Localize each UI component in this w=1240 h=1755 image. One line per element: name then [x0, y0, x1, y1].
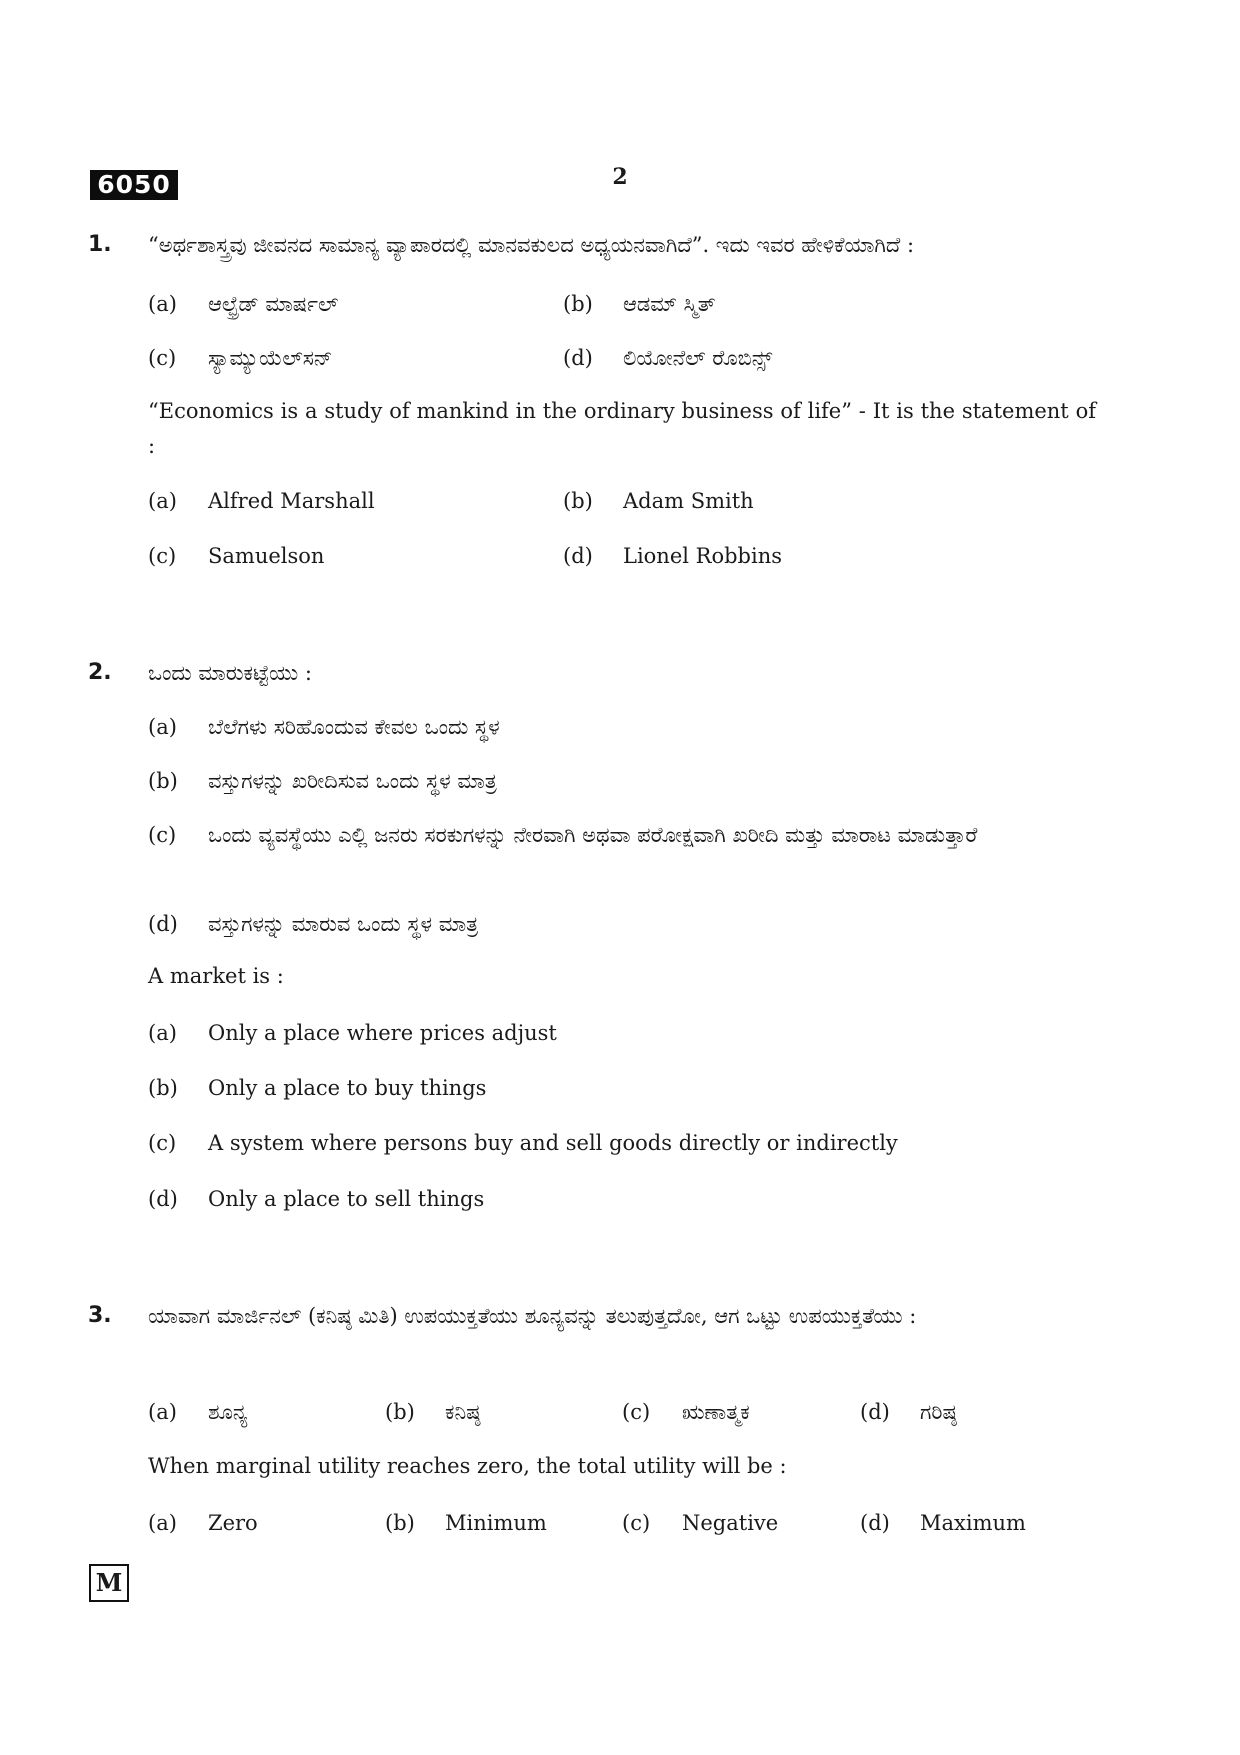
option-en-d	[148, 1183, 484, 1215]
option-text: ಶೂನ್ಯ	[208, 1400, 248, 1424]
option-text: Alfred Marshall	[208, 489, 375, 513]
option-en-c	[148, 540, 324, 572]
option-label: (d)	[860, 1511, 890, 1535]
question-stem-kannada: “ಅರ್ಥಶಾಸ್ತ್ರವು ಜೀವನದ ಸಾಮಾನ್ಯ ವ್ಯಾಪಾರದಲ್ಲಿ ಮಾನವಕುಲದ ಅಧ್ಯಯನವಾಗಿದೆ”. ಇದು ಇವರ ಹೇಳಿಕೆಯಾಗಿದೆ :	[148, 233, 915, 257]
option-label: (a)	[148, 292, 177, 316]
option-text: ಆಲ್ಫ್ರೆಡ್ ಮಾರ್ಷಲ್	[208, 292, 339, 316]
question-stem-kannada: ಯಾವಾಗ ಮಾರ್ಜಿನಲ್ (ಕನಿಷ್ಠ ಮಿತಿ) ಉಪಯುಕ್ತತೆಯು ಶೂನ್ಯವನ್ನು ತಲುಪುತ್ತದೋ, ಆಗ ಒಟ್ಟು ಉಪಯುಕ್ತತೆಯು :	[148, 1304, 917, 1328]
option-text: ಋಣಾತ್ಮಕ	[682, 1400, 750, 1424]
option-en-b	[563, 485, 754, 517]
option-label: (c)	[622, 1400, 651, 1424]
option-en-a	[148, 1017, 557, 1049]
question-stem-kannada: ಒಂದು ಮಾರುಕಟ್ಟೆಯು :	[148, 661, 312, 685]
option-label: (c)	[148, 823, 177, 847]
option-label: (d)	[563, 544, 593, 568]
option-kn-d	[148, 908, 478, 940]
option-kn-a	[148, 1396, 247, 1428]
option-label: (a)	[148, 1511, 177, 1535]
question-stem-english: A market is :	[148, 964, 284, 988]
option-label: (b)	[148, 769, 178, 793]
option-text: ವಸ್ತುಗಳನ್ನು ಖರೀದಿಸುವ ಒಂದು ಸ್ಥಳ ಮಾತ್ರ	[208, 769, 497, 793]
option-label: (b)	[385, 1400, 415, 1424]
question-number: 1.	[88, 232, 112, 257]
option-text: Maximum	[920, 1511, 1026, 1535]
option-en-c	[148, 1127, 898, 1159]
option-text: ವಸ್ತುಗಳನ್ನು ಮಾರುವ ಒಂದು ಸ್ಥಳ ಮಾತ್ರ	[208, 912, 479, 936]
option-label: (d)	[148, 912, 178, 936]
option-label: (d)	[860, 1400, 890, 1424]
option-text: Minimum	[445, 1511, 547, 1535]
option-en-c	[622, 1507, 778, 1539]
option-kn-d	[860, 1396, 957, 1428]
option-label: (c)	[148, 1131, 177, 1155]
option-en-b	[385, 1507, 547, 1539]
option-label: (a)	[148, 715, 177, 739]
option-kn-b	[563, 288, 716, 320]
option-text: Lionel Robbins	[623, 544, 783, 568]
option-en-a	[148, 1507, 258, 1539]
option-label: (b)	[563, 489, 593, 513]
option-text: Adam Smith	[623, 489, 754, 513]
option-en-d	[860, 1507, 1026, 1539]
option-text: A system where persons buy and sell goods directly or indirectly	[208, 1131, 898, 1155]
option-en-a	[148, 485, 375, 517]
option-text: ಸ್ಯಾಮ್ಯುಯೆಲ್‌ಸನ್	[208, 346, 333, 370]
option-label: (c)	[148, 346, 177, 370]
option-label: (c)	[622, 1511, 651, 1535]
option-label: (d)	[563, 346, 593, 370]
option-label: (a)	[148, 489, 177, 513]
option-text: Samuelson	[208, 544, 325, 568]
option-text: Only a place to buy things	[208, 1076, 487, 1100]
option-kn-b	[148, 765, 497, 797]
option-text: ಕನಿಷ್ಠ	[445, 1400, 481, 1424]
option-kn-c	[622, 1396, 750, 1428]
option-label: (b)	[148, 1076, 178, 1100]
option-label: (a)	[148, 1400, 177, 1424]
paper-code-badge: 6050	[90, 170, 178, 200]
question-stem-english: When marginal utility reaches zero, the total utility will be :	[148, 1454, 787, 1478]
footer-mark-box: M	[89, 1564, 129, 1602]
option-label: (c)	[148, 544, 177, 568]
option-kn-b	[385, 1396, 480, 1428]
option-label: (b)	[563, 292, 593, 316]
option-kn-c	[148, 819, 1096, 851]
option-text: ಒಂದು ವ್ಯವಸ್ಥೆಯು ಎಲ್ಲಿ ಜನರು ಸರಕುಗಳನ್ನು ನೇರವಾಗಿ ಅಥವಾ ಪರೋಕ್ಷವಾಗಿ ಖರೀದಿ ಮತ್ತು ಮಾರಾಟ ಮಾಡುತ್ತಾರೆ	[208, 823, 978, 847]
question-number: 3.	[88, 1303, 112, 1328]
option-kn-c	[148, 342, 332, 374]
option-en-b	[148, 1072, 486, 1104]
option-text: Zero	[208, 1511, 258, 1535]
question-stem-english: “Economics is a study of mankind in the ordinary business of life” - It is the statement of :	[148, 399, 1096, 458]
option-text: ಗರಿಷ್ಠ	[920, 1400, 957, 1424]
option-text: ಆಡಮ್ ಸ್ಮಿತ್	[623, 292, 716, 316]
option-kn-d	[563, 342, 772, 374]
option-text: Only a place to sell things	[208, 1187, 485, 1211]
page-number: 2	[612, 164, 628, 190]
option-text: ಬೆಲೆಗಳು ಸರಿಹೊಂದುವ ಕೇವಲ ಒಂದು ಸ್ಥಳ	[208, 715, 500, 739]
option-label: (d)	[148, 1187, 178, 1211]
option-text: Only a place where prices adjust	[208, 1021, 557, 1045]
option-label: (b)	[385, 1511, 415, 1535]
question-number: 2.	[88, 660, 112, 685]
option-label: (a)	[148, 1021, 177, 1045]
option-en-d	[563, 540, 782, 572]
option-kn-a	[148, 711, 500, 743]
option-text: ಲಿಯೋನೆಲ್ ರೊಬಿನ್ಸ್	[623, 346, 773, 370]
option-text: Negative	[682, 1511, 779, 1535]
option-kn-a	[148, 288, 338, 320]
